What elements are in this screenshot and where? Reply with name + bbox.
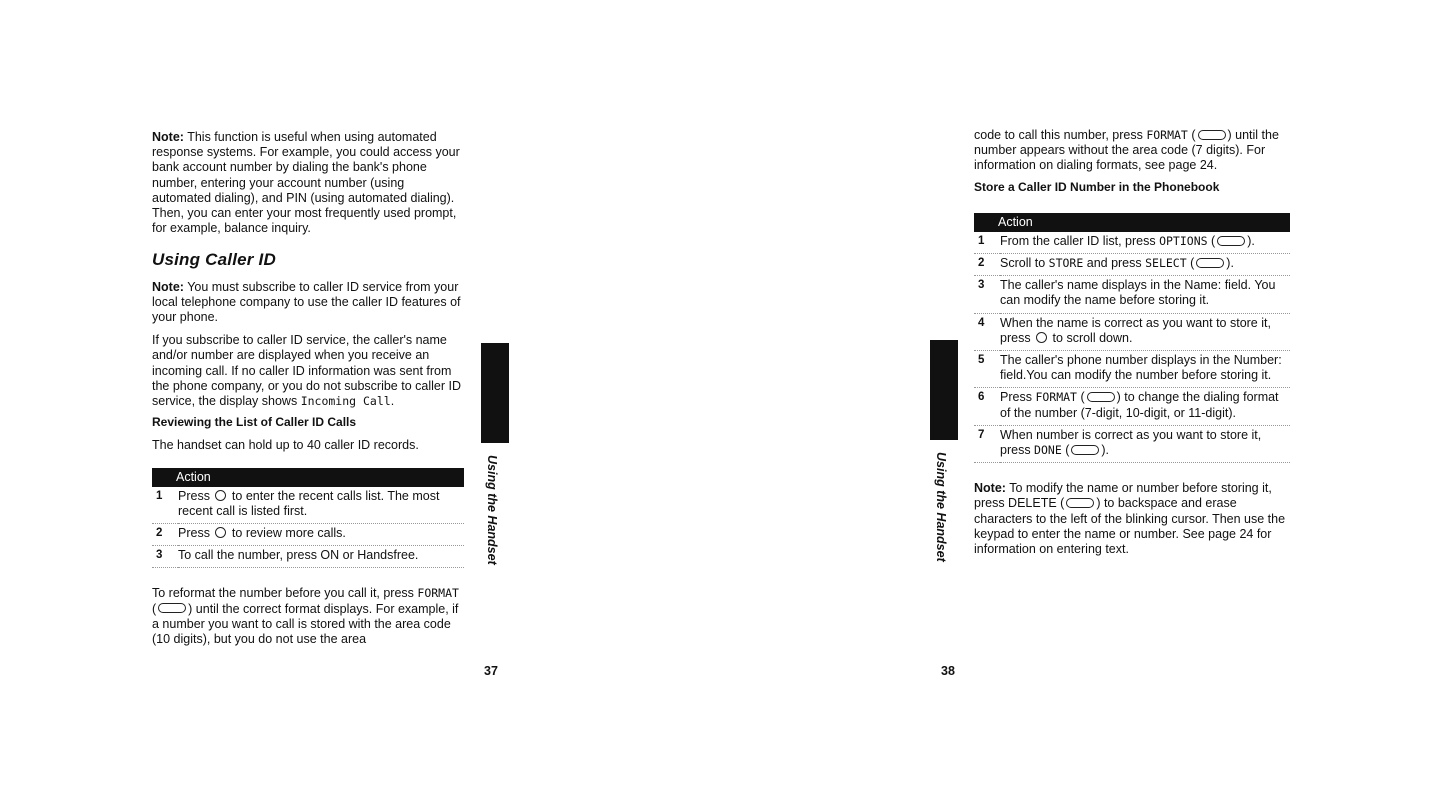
body-text: ) until the number appears without the area code (7 digits). For information on dialing formats, see page 24. bbox=[974, 128, 1279, 173]
step-number: 5 bbox=[974, 351, 1000, 388]
table-row bbox=[974, 388, 1290, 425]
note-label: Note: bbox=[974, 481, 1006, 496]
softkey-icon bbox=[1198, 130, 1226, 140]
step-text bbox=[1000, 388, 1290, 425]
table-row bbox=[974, 351, 1290, 388]
step-text: The caller's phone number displays in the Number: field.You can modify the number before storing it. bbox=[1000, 351, 1290, 388]
nav-key-icon bbox=[215, 490, 226, 501]
table-row bbox=[974, 276, 1290, 313]
table-row bbox=[152, 546, 464, 568]
step-text-a: Scroll to bbox=[1000, 256, 1049, 271]
step-number: 6 bbox=[974, 388, 1000, 425]
table-header-row bbox=[152, 468, 464, 487]
step-number: 2 bbox=[152, 524, 178, 546]
nav-key-icon bbox=[1036, 332, 1047, 343]
nav-key-icon bbox=[215, 527, 226, 538]
table-row bbox=[152, 524, 464, 546]
format-key-label: FORMAT bbox=[1146, 128, 1188, 142]
step-text bbox=[178, 546, 464, 568]
softkey-label: DONE bbox=[1034, 443, 1062, 458]
section-tab-label: Using the Handset bbox=[934, 452, 948, 562]
page-number: 38 bbox=[941, 664, 955, 678]
softkey-label: STORE bbox=[1048, 256, 1084, 271]
body-text: To reformat the number before you call it, press bbox=[152, 586, 418, 601]
step-number: 2 bbox=[974, 254, 1000, 276]
softkey-icon bbox=[1196, 258, 1224, 268]
section-tab-bar bbox=[930, 340, 958, 440]
right-page-column bbox=[974, 128, 1290, 565]
step-text-a: Press bbox=[178, 526, 210, 541]
body-text: If you subscribe to caller ID service, the caller's name and/or number are displayed when you receive an incoming call. If no caller ID information was sent from the phone company, or you do not subscribe to caller ID service, the display shows bbox=[152, 333, 461, 409]
note-paragraph bbox=[152, 130, 464, 236]
step-number: 3 bbox=[152, 546, 178, 568]
paren-close: ). bbox=[1226, 256, 1234, 271]
note-label: Note: bbox=[152, 130, 184, 144]
step-text-a: From the caller ID list, press bbox=[1000, 233, 1160, 248]
display-text: Incoming Call bbox=[300, 394, 391, 409]
softkey-label: FORMAT bbox=[1035, 390, 1077, 405]
action-table bbox=[152, 468, 464, 569]
note-label: Note: bbox=[152, 279, 184, 294]
note-paragraph bbox=[974, 481, 1290, 557]
step-text bbox=[178, 524, 464, 546]
body-paragraph bbox=[974, 128, 1290, 174]
paren-open: ( bbox=[1061, 443, 1070, 458]
body-text-end: . bbox=[390, 394, 395, 409]
body-paragraph: The handset can hold up to 40 caller ID records. bbox=[152, 438, 419, 453]
softkey-icon bbox=[1071, 445, 1099, 455]
step-text bbox=[1000, 425, 1290, 462]
subheading: Reviewing the List of Caller ID Calls bbox=[152, 415, 357, 430]
table-row bbox=[974, 254, 1290, 276]
paren-close: ). bbox=[1247, 233, 1255, 248]
softkey-label: OPTIONS bbox=[1159, 233, 1208, 248]
step-number: 3 bbox=[974, 276, 1000, 313]
step-text-a: Press bbox=[178, 488, 210, 503]
softkey-label: SELECT bbox=[1145, 256, 1187, 271]
paren-open: ( bbox=[1186, 256, 1195, 271]
subheading: Store a Caller ID Number in the Phonebook bbox=[974, 179, 1220, 194]
step-text-b: to review more calls. bbox=[231, 526, 346, 541]
table-row bbox=[974, 425, 1290, 462]
step-text-b: to enter the recent calls list. The most recent call is listed first. bbox=[178, 488, 440, 518]
paren-open: ( bbox=[1187, 128, 1196, 142]
section-tab-label: Using the Handset bbox=[485, 455, 499, 565]
softkey-icon bbox=[1087, 392, 1115, 402]
note-text: This function is useful when using automated response systems. For example, you could access your bank account number by dialing the bank's phone number, entering your account number (using automated dialing), and PIN (using automated dialing). Then, you can enter your most frequently used prompt, for example, balance inquiry. bbox=[152, 130, 460, 236]
step-number: 4 bbox=[974, 313, 1000, 350]
paren-close: ). bbox=[1101, 443, 1110, 458]
step-text-b: to scroll down. bbox=[1052, 330, 1133, 345]
paren-open: ( bbox=[1207, 233, 1216, 248]
step-number: 1 bbox=[152, 487, 178, 524]
step-text bbox=[1000, 232, 1290, 254]
step-text bbox=[1000, 254, 1290, 276]
step-text-a: When the name is correct as you want to store it, press bbox=[1000, 315, 1271, 345]
table-header: Action bbox=[152, 468, 464, 487]
softkey-icon bbox=[158, 603, 186, 613]
note-text: You must subscribe to caller ID service from your local telephone company to use the caller ID features of your phone. bbox=[152, 279, 461, 325]
softkey-icon bbox=[1066, 498, 1094, 508]
section-heading: Using Caller ID bbox=[152, 250, 276, 270]
step-number: 1 bbox=[974, 232, 1000, 254]
step-text-a: To call the number, press ON or Handsfree. bbox=[178, 548, 419, 563]
table-header: Action bbox=[974, 213, 1290, 232]
left-page-column bbox=[152, 130, 464, 655]
body-paragraph bbox=[152, 586, 464, 647]
step-text-b: and press bbox=[1083, 256, 1146, 271]
step-text bbox=[1000, 313, 1290, 350]
table-row bbox=[974, 313, 1290, 350]
body-paragraph bbox=[152, 333, 464, 409]
paren-open: ( bbox=[1076, 390, 1085, 405]
step-text: The caller's name displays in the Name: field. You can modify the name before storing it. bbox=[1000, 276, 1290, 313]
step-number: 7 bbox=[974, 425, 1000, 462]
table-row bbox=[974, 232, 1290, 254]
step-text-a: Press bbox=[1000, 390, 1036, 405]
action-table bbox=[974, 213, 1290, 463]
note-text: To modify the name or number before storing it, press DELETE ( bbox=[974, 481, 1272, 511]
table-header-row bbox=[974, 213, 1290, 232]
format-key-label: FORMAT bbox=[417, 586, 459, 601]
paren-open: ( bbox=[152, 601, 157, 616]
body-text: ) until the correct format displays. For example, if a number you want to call is stored with the area code (10 digits), but you do not use the area bbox=[152, 601, 459, 647]
step-text-c: ) to change the dialing format of the number (7-digit, 10-digit, or 11-digit). bbox=[1000, 390, 1279, 420]
note-text: ) to backspace and erase characters to the left of the blinking cursor. Then use the keypad to enter the name or number. See page 24 for information on entering text. bbox=[974, 496, 1286, 557]
note-paragraph bbox=[152, 280, 464, 326]
step-text-a: When number is correct as you want to store it, press bbox=[1000, 427, 1262, 458]
body-text: code to call this number, press bbox=[974, 128, 1147, 142]
table-row bbox=[152, 487, 464, 524]
step-text bbox=[178, 487, 464, 524]
page-number: 37 bbox=[484, 664, 498, 678]
softkey-icon bbox=[1217, 236, 1245, 246]
section-tab-bar bbox=[481, 343, 509, 443]
